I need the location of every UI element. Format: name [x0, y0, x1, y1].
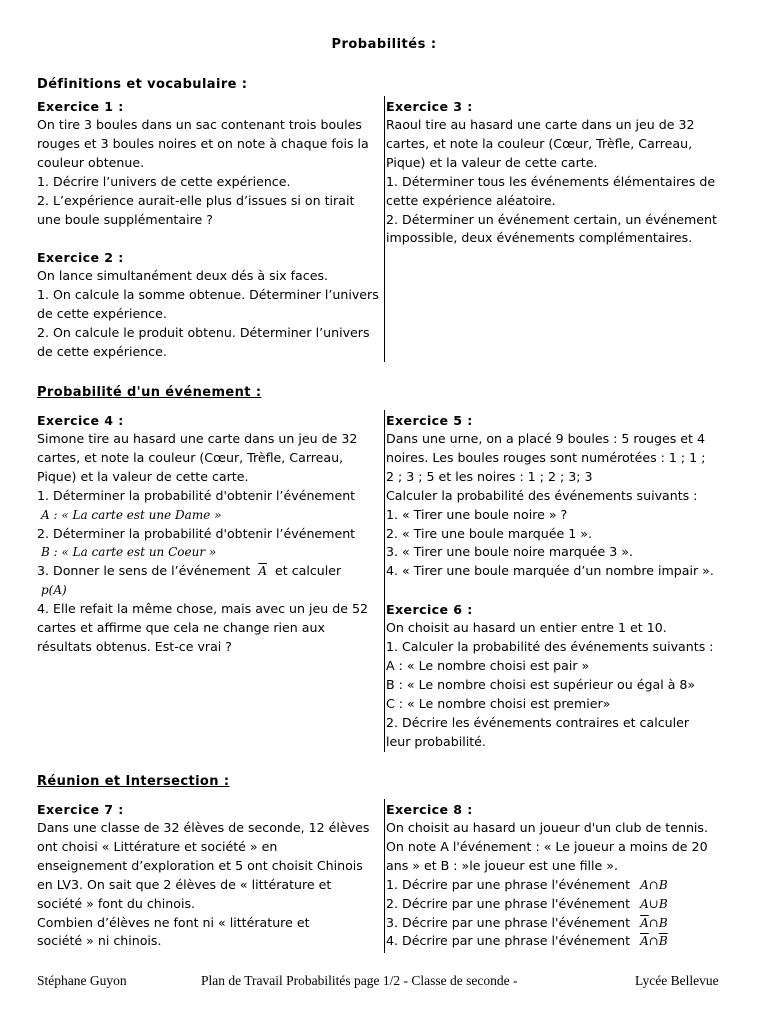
exercise-line: [386, 895, 708, 914]
exercise-line: On note A l'événement : « Le joueur a moins de 20: [386, 838, 708, 854]
footer-author: Stéphane Guyon: [37, 973, 127, 988]
footer-school: Lycée Bellevue: [635, 973, 719, 988]
exercise-line: Dans une classe de 32 élèves de seconde, 12 élèves: [37, 820, 370, 835]
complement-a: $\overline{A}$: [640, 915, 649, 930]
intersect-symbol: ∩: [648, 934, 659, 949]
exercise-title: Exercice 5 :: [386, 413, 473, 428]
exercise-line: 4. Elle refait la même chose, mais avec un jeu de 52: [37, 601, 369, 617]
exercise-line: [386, 914, 708, 933]
exercise-line: 2. Déterminer la probabilité d'obtenir l’événement: [37, 525, 356, 541]
exercise-line: Simone tire au hasard une carte dans un jeu de 32: [37, 431, 358, 446]
exercise-line: de cette expérience.: [37, 306, 167, 322]
exercise-line: 4. « Tirer une boule marquée d’un nombre impair ».: [386, 563, 714, 579]
exercise-line: C : « Le nombre choisi est premier»: [386, 695, 611, 711]
exercise-line: 2. On calcule le produit obtenu. Déterminer l’univers: [37, 325, 370, 341]
exercise-1: [37, 97, 379, 362]
exercise-line: 1. Déterminer tous les événements élémentaires de: [386, 173, 716, 189]
exercise-line: Calculer la probabilité des événements suivants :: [386, 487, 698, 503]
exercise-4: [37, 411, 368, 657]
union-formula: A∪B: [640, 896, 668, 911]
exercise-line: noires. Les boules rouges sont numérotées : 1 ; 1 ;: [386, 449, 706, 465]
exercise-line: On tire 3 boules dans un sac contenant trois boules: [37, 117, 362, 132]
section-title-probability: Probabilité d'un événement :: [37, 385, 262, 400]
exercise-line: société » ni chinois.: [37, 933, 162, 949]
exercise-line: On choisit au hasard un joueur d'un club de tennis.: [386, 820, 708, 835]
question-text: 4. Décrire par une phrase l'événement: [386, 933, 631, 949]
exercise-title: Exercice 7 :: [37, 802, 124, 817]
intersection-formula: A∩B: [640, 877, 668, 892]
exercise-line: résultats obtenus. Est-ce vrai ?: [37, 638, 232, 654]
exercise-line: A : « Le nombre choisi est pair »: [386, 658, 590, 674]
exercise-line: 1. « Tirer une boule noire » ?: [386, 506, 568, 522]
exercise-line: [386, 932, 708, 951]
exercise-line: enseignement d’exploration et 5 ont choisit Chinois: [37, 857, 363, 873]
exercise-line: impossible, deux événements complémentaires.: [386, 230, 693, 246]
exercise-line: [386, 876, 708, 895]
exercise-title: Exercice 1 :: [37, 99, 124, 114]
column-divider: [384, 799, 385, 953]
exercise-line: cette expérience aléatoire.: [386, 192, 556, 208]
section-title-union: Réunion et Intersection :: [37, 774, 230, 789]
intersect-b: ∩B: [648, 915, 668, 930]
exercise-line: en LV3. On sait que 2 élèves de « littérature et: [37, 876, 332, 892]
question-text: et calculer: [275, 563, 342, 579]
complement-intersection-formula: [634, 916, 668, 930]
column-divider: [384, 96, 385, 362]
question-text: 3. Décrire par une phrase l'événement: [386, 914, 631, 930]
section-title-definitions: Définitions et vocabulaire :: [37, 77, 248, 92]
exercise-line: 1. Décrire l’univers de cette expérience.: [37, 173, 291, 189]
exercise-line: cartes, et note la couleur (Cœur, Trèfle, Carreau,: [37, 449, 344, 465]
exercise-line: On choisit au hasard un entier entre 1 et 10.: [386, 620, 667, 636]
event-b-formula: B : « La carte est un Coeur »: [41, 545, 217, 560]
complement-a: $\overline{A}$: [640, 934, 649, 949]
exercise-line: 3. « Tirer une boule noire marquée 3 ».: [386, 544, 633, 560]
exercise-line: couleur obtenue.: [37, 154, 145, 170]
exercise-line: B : « Le nombre choisi est supérieur ou égal à 8»: [386, 676, 696, 692]
exercise-line: Dans une urne, on a placé 9 boules : 5 rouges et 4: [386, 431, 706, 446]
exercise-line: 1. Calculer la probabilité des événements suivants :: [386, 639, 714, 655]
exercise-line: Raoul tire au hasard une carte dans un jeu de 32: [386, 117, 695, 132]
exercise-line: leur probabilité.: [386, 733, 486, 749]
exercise-line: 1. On calcule la somme obtenue. Déterminer l’univers: [37, 287, 379, 303]
exercise-title: Exercice 8 :: [386, 802, 473, 817]
exercise-line: Combien d’élèves ne font ni « littérature et: [37, 914, 310, 930]
exercise-line: ans » et B : »le joueur est une fille ».: [386, 857, 618, 873]
double-complement-formula: [634, 934, 668, 948]
exercise-line: 2 ; 3 ; 5 et les noires : 1 ; 2 ; 3; 3: [386, 468, 593, 484]
complement-b: $\overline{B}$: [658, 934, 668, 949]
event-a-formula: A : « La carte est une Dame »: [41, 507, 222, 522]
exercise-line: 2. Déterminer un événement certain, un événement: [386, 211, 717, 227]
probability-formula: p(A): [41, 583, 67, 598]
exercise-7: [37, 800, 369, 951]
exercise-line: 2. « Tire une boule marquée 1 ».: [386, 525, 592, 541]
exercise-line: de cette expérience.: [37, 344, 167, 360]
exercise-line: [37, 562, 368, 581]
exercise-line: une boule supplémentaire ?: [37, 211, 213, 227]
exercise-line: cartes, et note la couleur (Cœur, Trèfle, Carreau,: [386, 135, 693, 151]
exercise-line: 2. L’expérience aurait-elle plus d’issues si on tirait: [37, 192, 355, 208]
exercise-line: société » font du chinois.: [37, 895, 196, 911]
exercise-line: cartes et affirme que cela ne change rien aux: [37, 620, 325, 636]
exercise-line: On lance simultanément deux dés à six faces.: [37, 268, 329, 284]
exercise-5: [386, 411, 714, 752]
exercise-line: ont choisi « Littérature et société » en: [37, 838, 278, 854]
exercise-8: [386, 800, 708, 951]
question-text: 1. Décrire par une phrase l'événement: [386, 876, 631, 892]
exercise-line: 1. Déterminer la probabilité d'obtenir l’événement: [37, 487, 356, 503]
exercise-3: [386, 97, 717, 248]
exercise-title: Exercice 4 :: [37, 413, 124, 428]
exercise-title: Exercice 6 :: [386, 602, 473, 618]
exercise-line: 2. Décrire les événements contraires et calculer: [386, 714, 690, 730]
column-divider: [384, 410, 385, 752]
question-text: 3. Donner le sens de l’événement: [37, 563, 251, 579]
exercise-title: Exercice 3 :: [386, 99, 473, 114]
footer-center: Plan de Travail Probabilités page 1/2 - Classe de seconde -: [201, 973, 518, 988]
complement-a: $\overline{A}$: [258, 564, 267, 579]
exercise-line: rouges et 3 boules noires et on note à chaque fois la: [37, 135, 369, 151]
question-text: 2. Décrire par une phrase l'événement: [386, 895, 631, 911]
exercise-line: Pique) et la valeur de cette carte.: [37, 468, 249, 484]
exercise-line: Pique) et la valeur de cette carte.: [386, 154, 598, 170]
page-title: Probabilités :: [331, 37, 437, 52]
exercise-title: Exercice 2 :: [37, 250, 124, 266]
